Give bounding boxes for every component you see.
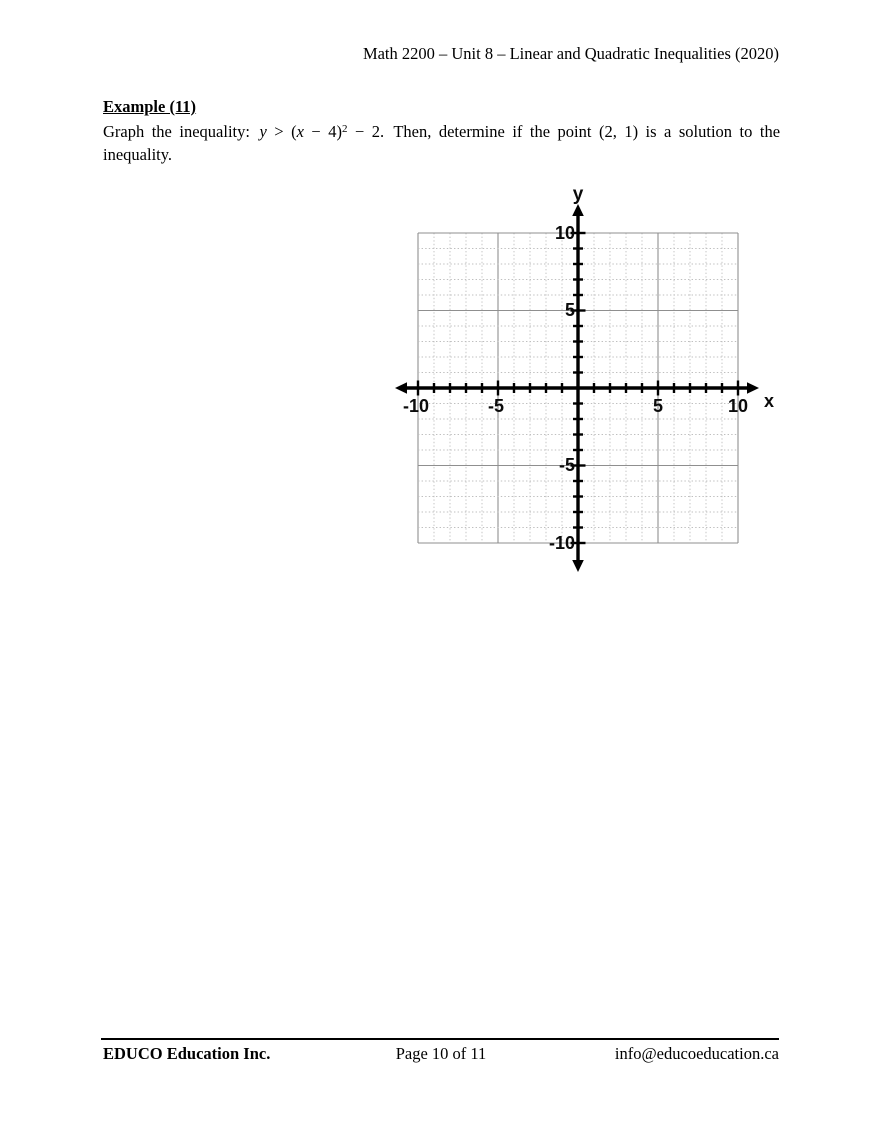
math-exponent: 2 bbox=[341, 122, 348, 135]
y-tick-label-pos5: 5 bbox=[564, 300, 575, 320]
y-tick-label-pos10: 10 bbox=[554, 223, 575, 243]
math-y: y bbox=[259, 122, 267, 141]
coordinate-grid bbox=[390, 185, 810, 583]
math-minus-four: − 4) bbox=[303, 122, 342, 141]
math-lparen: ( bbox=[291, 122, 297, 141]
inequality-expression bbox=[257, 122, 386, 141]
x-tick-label-neg5: -5 bbox=[487, 396, 505, 416]
footer-page-number: Page 10 of 11 bbox=[395, 1044, 487, 1063]
x-tick-label-pos5: 5 bbox=[652, 396, 664, 416]
grid-plot-svg bbox=[390, 185, 810, 583]
problem-question: Then, determine if the point (2, 1) is a solution to the bbox=[393, 122, 781, 141]
footer-email: info@educoeducation.ca bbox=[614, 1044, 779, 1063]
y-tick-label-neg5: -5 bbox=[558, 455, 575, 475]
problem-statement bbox=[103, 120, 780, 166]
math-minus-two: − 2. bbox=[347, 122, 385, 141]
x-tick-label-neg10: -10 bbox=[402, 396, 430, 416]
x-axis-label: x bbox=[764, 391, 775, 411]
y-axis-label: y bbox=[572, 184, 584, 205]
math-relation: > bbox=[274, 122, 284, 141]
problem-line-2: inequality. bbox=[103, 145, 173, 164]
header-course-title: Math 2200 – Unit 8 – Linear and Quadratic Inequalities (2020) bbox=[362, 44, 779, 63]
footer-divider bbox=[101, 1038, 779, 1040]
footer-company: EDUCO Education Inc. bbox=[103, 1044, 271, 1063]
problem-intro: Graph the inequality: bbox=[103, 122, 250, 141]
y-tick-label-neg10: -10 bbox=[548, 533, 575, 553]
problem-line-1 bbox=[103, 120, 780, 143]
example-heading: Example (11) bbox=[103, 97, 197, 116]
x-tick-label-pos10: 10 bbox=[727, 396, 749, 416]
math-x: x bbox=[296, 122, 304, 141]
